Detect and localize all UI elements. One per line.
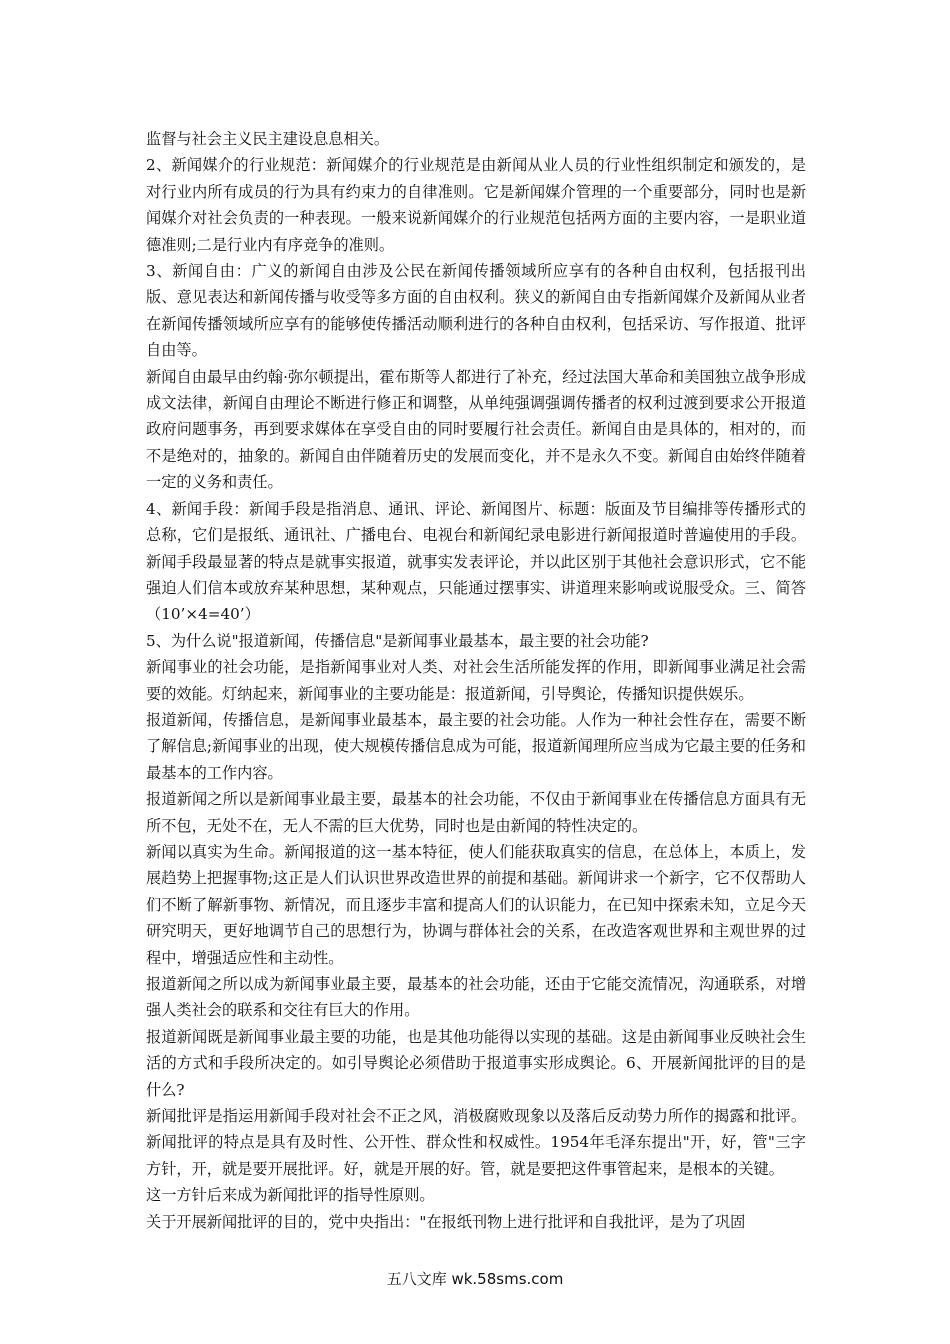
paragraph: 新闻以真实为生命。新闻报道的这一基本特征，使人们能获取真实的信息，在总体上，本质上，发展趋势上把握事物;这正是人们认识世界改造世界的前提和基础。新闻讲求一个新字，它不仅帮助人们不断了解新事物、新情况，而且逐步丰富和提高人们的认识能力，在已知中探索未知，立足今天研究明天，更好地调节自己的思想行为，协调与群体社会的关系，在改造客观世界和主观世界的过程中，增强适应性和主动性。 <box>146 842 806 967</box>
paragraph: 关于开展新闻批评的目的，党中央指出："在报纸刊物上进行批评和自我批评，是为了巩固 <box>146 1212 746 1231</box>
paragraph: 这一方针后来成为新闻批评的指导性原则。 <box>146 1186 435 1205</box>
paragraph: 新闻批评是指运用新闻手段对社会不正之风，消极腐败现象以及落后反动势力所作的揭露和批评。新闻批评的特点是具有及时性、公开性、群众性和权威性。1954年毛泽东提出"开，好，管"三字方针，开，就是要开展批评。好，就是开展的好。管，就是要把这件事管起来，是根本的关键。 <box>146 1107 806 1178</box>
paragraph: 新闻事业的社会功能，是指新闻事业对人类、对社会生活所能发挥的作用，即新闻事业满足社会需要的效能。灯纳起来，新闻事业的主要功能是：报道新闻，引导舆论，传播知识提供娱乐。 <box>146 658 806 703</box>
paragraph: 新闻自由最早由约翰·弥尔顿提出，霍布斯等人都进行了补充，经过法国大革命和美国独立战争形成成文法律，新闻自由理论不断进行修正和调整，从单纯强调强调传播者的权利过渡到要求公开报道政府问题事务，再到要求媒体在享受自由的同时要履行社会责任。新闻自由是具体的，相对的，而不是绝对的，抽象的。新闻自由伴随着历史的发展而变化，并不是永久不变。新闻自由始终伴随着一定的义务和责任。 <box>146 367 806 492</box>
page-footer-watermark: 五八文库 wk.58sms.com <box>386 1270 564 1288</box>
paragraph: 2、新闻媒介的行业规范：新闻媒介的行业规范是由新闻从业人员的行业性组织制定和颁发的，是对行业内所有成员的行为具有约束力的自律准则。它是新闻媒介管理的一个重要部分，同时也是新闻媒介对社会负责的一种表现。一般来说新闻媒介的行业规范包括两方面的主要内容，一是职业道德准则;二是行业内有序竞争的准则。 <box>146 156 806 254</box>
document-body <box>146 126 806 1235</box>
paragraph: 5、为什么说"报道新闻，传播信息"是新闻事业最基本，最主要的社会功能? <box>146 631 649 650</box>
paragraph: 报道新闻之所以是新闻事业最主要，最基本的社会功能，不仅由于新闻事业在传播信息方面具有无所不包，无处不在，无人不需的巨大优势，同时也是由新闻的特性决定的。 <box>146 790 806 835</box>
paragraph: 报道新闻，传播信息，是新闻事业最基本，最主要的社会功能。人作为一种社会性存在，需要不断了解信息;新闻事业的出现，使大规模传播信息成为可能，报道新闻理所应当成为它最主要的任务和最基本的工作内容。 <box>146 710 806 782</box>
paragraph: 报道新闻之所以成为新闻事业最主要，最基本的社会功能，还由于它能交流情况，沟通联系，对增强人类社会的联系和交往有巨大的作用。 <box>146 975 806 1020</box>
paragraph: 监督与社会主义民主建设息息相关。 <box>146 130 389 148</box>
paragraph: 3、新闻自由：广义的新闻自由涉及公民在新闻传播领域所应享有的各种自由权利，包括报刊出版、意见表达和新闻传播与收受等多方面的自由权利。狭义的新闻自由专指新闻媒介及新闻从业者在新闻传播领域所应享有的能够使传播活动顺利进行的各种自由权利，包括采访、写作报道、批评自由等。 <box>146 262 806 360</box>
paragraph: 报道新闻既是新闻事业最主要的功能，也是其他功能得以实现的基础。这是由新闻事业反映社会生活的方式和手段所决定的。如引导舆论必须借助于报道事实形成舆论。6、开展新闻批评的目的是什么? <box>146 1027 806 1099</box>
paragraph: 4、新闻手段：新闻手段是指消息、通讯、评论、新闻图片、标题：版面及节目编排等传播形式的总称，它们是报纸、通讯社、广播电台、电视台和新闻纪录电影进行新闻报道时普遍使用的手段。新闻手段最显著的特点是就事实报道，就事实发表评论，并以此区别于其他社会意识形式，它不能强迫人们信本或放弃某种思想，某种观点，只能通过摆事实、讲道理来影响或说服受众。三、简答（10’×4=40’） <box>146 499 806 624</box>
